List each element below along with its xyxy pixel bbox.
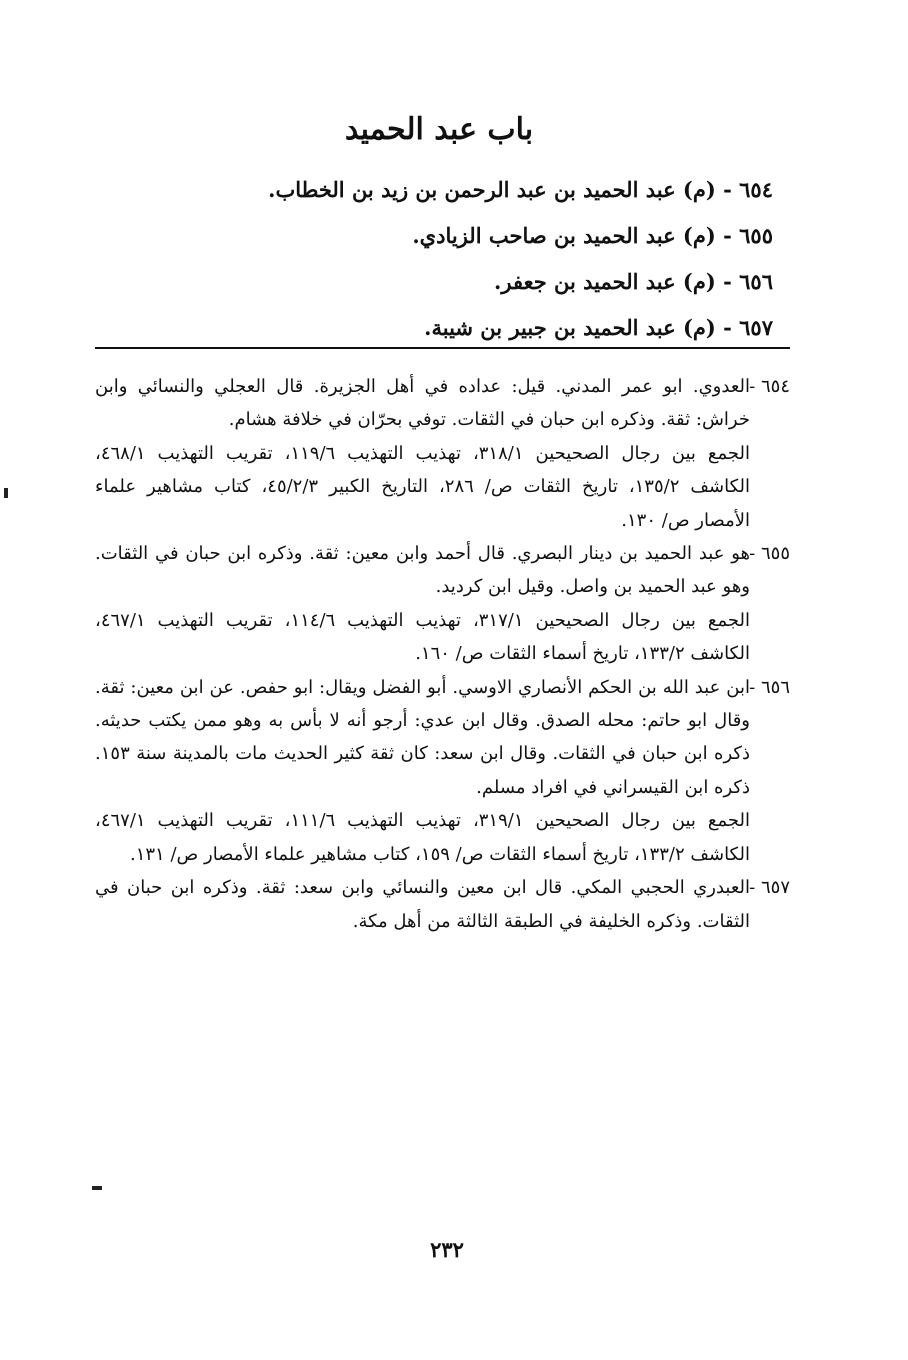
footnote-number: ٦٥٦ - <box>749 676 790 698</box>
footnote-655-references: الجمع بين رجال الصحيحين ٣١٧/١، تهذيب التهذيب ١١٤/٦، تقريب التهذيب ٤٦٧/١، الكاشف ١٣٣/٢، تاريخ أسماء الثقات ص/ ١٦٠. <box>95 609 750 665</box>
entry-list <box>133 168 773 352</box>
footnote-text: العدوي. ابو عمر المدني. قيل: عداده في أهل الجزيرة. قال العجلي والنسائي وابن خراش: ثقة. وذكره ابن حبان في الثقات. توفي بحرّان في خلافة هشام. <box>95 376 750 431</box>
footnote-number: ٦٥٤ - <box>749 376 790 397</box>
scan-speck <box>4 488 8 498</box>
entry-655: ٦٥٥ - (م) عبد الحميد بن صاحب الزيادي. <box>412 223 773 248</box>
chapter-heading: باب عبد الحميد <box>344 112 534 147</box>
footnote-text: العبدري الحجبي المكي. قال ابن معين والنسائي وابن سعد: ثقة. وذكره ابن حبان في الثقات. وذكره الخليفة في الطبقة الثالثة من أهل مكة. <box>95 877 750 932</box>
entry-654: ٦٥٤ - (م) عبد الحميد بن عبد الرحمن بن زيد بن الخطاب. <box>268 177 773 202</box>
footnote-number: ٦٥٧ - <box>749 877 790 899</box>
footnote-text: ابن عبد الله بن الحكم الأنصاري الاوسي. أبو الفضل ويقال: ابو حفص. عن ابن معين: ثقة. وقال ابو حاتم: محله الصدق. وقال ابن عدي: أرجو أنه لا بأس به وهو ممن يكتب حديثه. ذكره ابن حبان في الثقات. وقال ابن سعد: كان ثقة كثير الحديث مات بالمدينة سنة ١٥٣. ذكره ابن القيسراني في افراد مسلم. <box>95 676 750 798</box>
footnotes <box>95 370 790 938</box>
footnote-657 <box>95 871 790 938</box>
footnote-divider <box>95 347 790 349</box>
footnote-654 <box>95 370 790 437</box>
footnote-number: ٦٥٥ - <box>749 543 790 565</box>
footnote-655 <box>95 537 790 604</box>
entry-657: ٦٥٧ - (م) عبد الحميد بن جبير بن شيبة. <box>424 315 773 340</box>
footnote-654-references: الجمع بين رجال الصحيحين ٣١٨/١، تهذيب التهذيب ١١٩/٦، تقريب التهذيب ٤٦٨/١، الكاشف ١٣٥/٢، تاريخ الثقات ص/ ٢٨٦، التاريخ الكبير ٤٥/٢/٣، كتاب مشاهير علماء الأمصار ص/ ١٣٠. <box>95 442 750 531</box>
footnote-656 <box>95 671 790 805</box>
footnote-656-references: الجمع بين رجال الصحيحين ٣١٩/١، تهذيب التهذيب ١١١/٦، تقريب التهذيب ٤٦٧/١، الكاشف ١٣٣/٢، تاريخ أسماء الثقات ص/ ١٥٩، كتاب مشاهير علماء الأمصار ص/ ١٣١. <box>95 810 750 865</box>
entry-656: ٦٥٦ - (م) عبد الحميد بن جعفر. <box>494 269 773 294</box>
page-number: ٢٣٢ <box>430 1237 464 1262</box>
scan-speck <box>92 1186 102 1190</box>
footnote-text: هو عبد الحميد بن دينار البصري. قال أحمد وابن معين: ثقة. وذكره ابن حبان في الثقات. وهو عبد الحميد بن واصل. وقيل ابن كرديد. <box>95 543 750 598</box>
